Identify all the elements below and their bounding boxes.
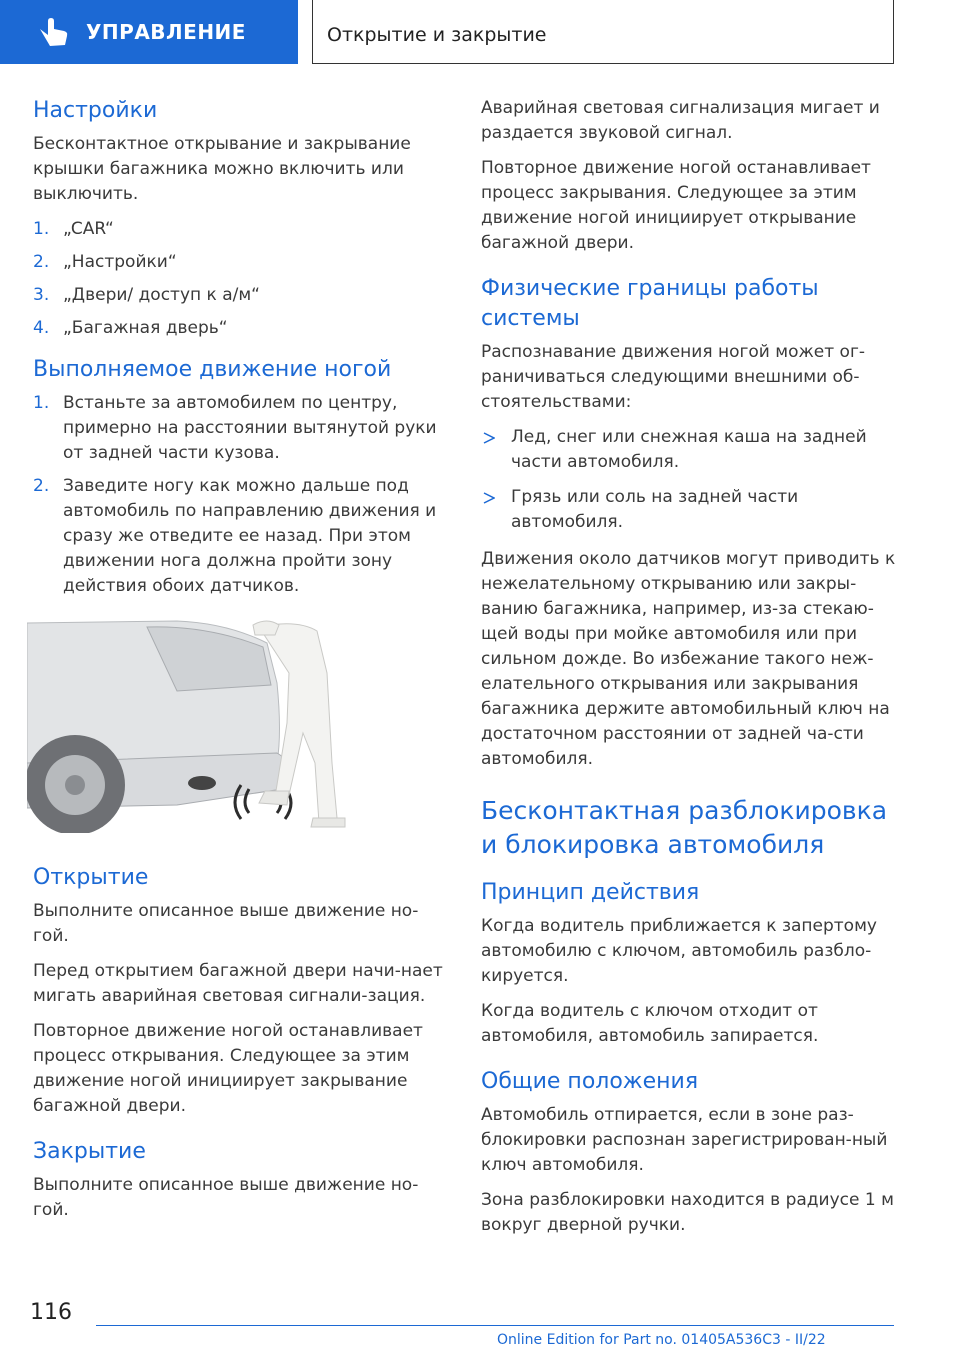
foot-gesture-illustration	[27, 613, 367, 833]
opening-paragraph: Перед открытием багажной двери начи-нает мигать аварийная световая сигнали-зация.	[33, 961, 443, 1006]
principle-paragraph: Когда водитель с ключом отходит от автомобиля, автомобиль запирается.	[481, 1001, 819, 1046]
motion-steps	[33, 391, 448, 599]
opening-heading: Открытие	[33, 865, 149, 890]
closing-paragraph: Выполните описанное выше движение но-гой.	[33, 1175, 419, 1220]
settings-step	[33, 217, 448, 242]
chapter-title: Открытие и закрытие	[327, 24, 547, 46]
bullet-text: Лед, снег или снежная каша на задней части автомобиля.	[511, 427, 867, 472]
step-text: „CAR“	[63, 219, 114, 239]
step-text: „Настройки“	[63, 252, 177, 272]
triangle-bullet-icon	[483, 432, 495, 444]
step-number: 1.	[33, 393, 50, 413]
motion-step	[33, 391, 448, 466]
principle-heading: Принцип действия	[481, 880, 700, 905]
hand-touch-icon	[34, 15, 72, 49]
section-tab[interactable]	[0, 0, 298, 64]
bullet-text: Грязь или соль на задней части автомобиля.	[511, 487, 799, 532]
step-number: 2.	[33, 476, 50, 496]
limits-intro: Распознавание движения ногой может ог-раничиваться следующими внешними об-стоятельствами:	[481, 342, 866, 412]
settings-steps	[33, 217, 448, 341]
general-paragraph: Автомобиль отпирается, если в зоне раз-блокировки распознан зарегистрирован-ный ключ автомобиля.	[481, 1105, 888, 1175]
limits-note: Движения около датчиков могут приводить к нежелательному открыванию или закры-ванию багажника, например, из-за стекаю-щей воды при мойке автомобиля или при сильном дожде. Во избежание такого неж-елательного открывания или закрывания багажника держите автомобильный ключ на достаточном расстоянии от задней ча-сти автомобиля.	[481, 549, 896, 769]
step-text: Встаньте за автомобилем по центру, примерно на расстоянии вытянутой руки от задней части кузова.	[63, 393, 437, 463]
principle-paragraph: Когда водитель приближается к запертому автомобилю с ключом, автомобиль разбло-кируется.	[481, 916, 877, 986]
keyless-heading: Бесконтактная разблокировка и блокировка автомобиля	[481, 796, 888, 859]
motion-step	[33, 474, 448, 599]
general-heading: Общие положения	[481, 1069, 699, 1094]
step-number: 1.	[33, 219, 50, 239]
section-label: УПРАВЛЕНИЕ	[86, 20, 246, 44]
closing-heading: Закрытие	[33, 1139, 146, 1164]
triangle-bullet-icon	[483, 492, 495, 504]
page-number: 116	[30, 1300, 72, 1325]
right-column	[481, 96, 901, 1248]
closing-cont-paragraph: Повторное движение ногой останавливает процесс закрывания. Следующее за этим движение ногой инициирует открывание багажной двери.	[481, 158, 871, 253]
limits-bullets	[481, 425, 901, 535]
step-text: „Багажная дверь“	[63, 318, 228, 338]
limits-heading: Физические границы работы системы	[481, 276, 819, 331]
limits-bullet	[481, 425, 901, 475]
settings-step	[33, 316, 448, 341]
closing-cont-paragraph: Аварийная световая сигнализация мигает и раздается звуковой сигнал.	[481, 98, 880, 143]
settings-heading: Настройки	[33, 98, 158, 123]
chapter-header	[312, 0, 894, 64]
general-paragraph: Зона разблокировки находится в радиусе 1 м вокруг дверной ручки.	[481, 1190, 894, 1235]
settings-step	[33, 250, 448, 275]
step-number: 3.	[33, 285, 50, 305]
settings-intro: Бесконтактное открывание и закрывание крышки багажника можно включить или выключить.	[33, 134, 411, 204]
limits-bullet	[481, 485, 901, 535]
opening-paragraph: Повторное движение ногой останавливает процесс открывания. Следующее за этим движение ногой инициирует закрывание багажной двери.	[33, 1021, 423, 1116]
step-text: „Двери/ доступ к а/м“	[63, 285, 260, 305]
edition-label[interactable]: Online Edition for Part no. 01405A536C3 - II/22	[497, 1332, 826, 1348]
settings-step	[33, 283, 448, 308]
opening-paragraph: Выполните описанное выше движение но-гой.	[33, 901, 419, 946]
step-text: Заведите ногу как можно дальше под автомобиль по направлению движения и сразу же отведите ее назад. При этом движении нога должна пройти зону действия обоих датчиков.	[63, 476, 437, 596]
motion-heading: Выполняемое движение ногой	[33, 357, 392, 382]
footer-divider	[96, 1325, 894, 1326]
step-number: 4.	[33, 318, 50, 338]
step-number: 2.	[33, 252, 50, 272]
left-column	[33, 96, 448, 1233]
